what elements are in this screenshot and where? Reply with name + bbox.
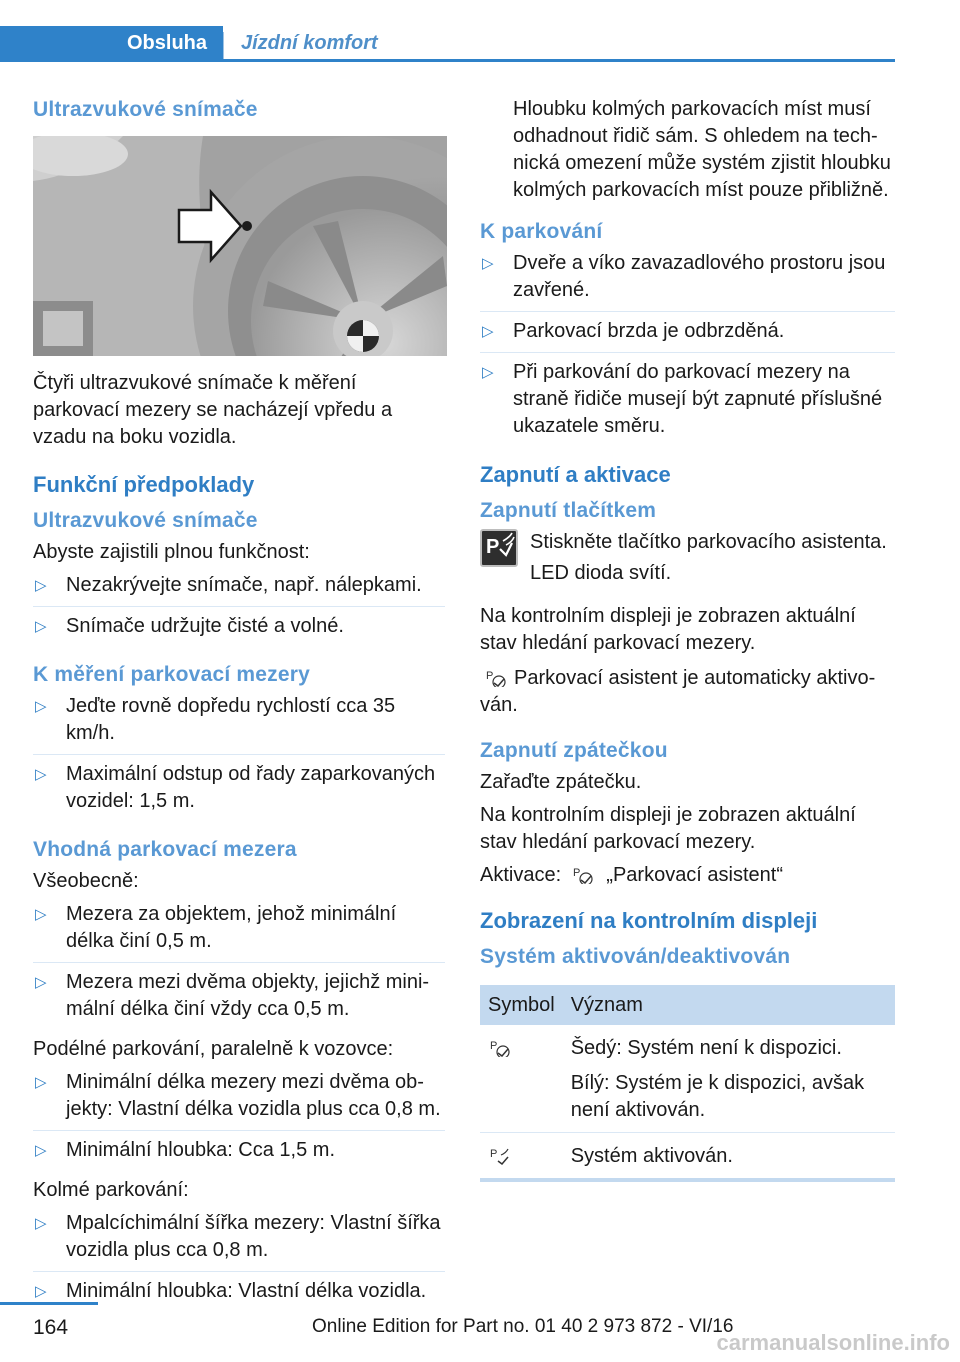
list-item <box>33 969 445 1030</box>
car-wheel-sensor-photo <box>33 136 447 356</box>
list-item <box>33 1137 445 1171</box>
list-arrow-icon: ▷ <box>35 618 47 635</box>
list-arrow-icon: ▷ <box>35 906 47 923</box>
paragraph-parallel: Podélné parkování, paralelně k vozovce: <box>33 1038 394 1060</box>
car-wheel-sensor-illustration <box>33 136 447 356</box>
list-arrow-icon: ▷ <box>35 1283 47 1300</box>
list-arrow-icon: ▷ <box>35 698 47 715</box>
list-item-text: Maximální odstup od řady zaparkovaných vozidel: 1,5 m. <box>66 763 436 812</box>
heading-suitable-space: Vhodná parkovací mezera <box>33 838 297 861</box>
park-assist-symbol-icon <box>484 667 510 687</box>
parallel-list <box>33 1069 445 1171</box>
page-number: 164 <box>33 1316 69 1339</box>
right-column <box>480 96 895 1182</box>
auto-active-text: Parkovací asistent je automaticky aktivován. <box>480 667 876 716</box>
list-item-text: Mezera za objektem, jehož minimální délka činí 0,5 m. <box>66 903 397 952</box>
list-item-text: Parkovací brzda je odbrzděná. <box>513 320 785 342</box>
park-assist-button-icon[interactable] <box>480 529 518 567</box>
heading-display: Zobrazení na kontrolním displeji <box>480 908 818 933</box>
svg-text:P: P <box>486 536 500 558</box>
tab-jizdni-komfort[interactable]: Jízdní komfort <box>241 32 378 54</box>
paragraph-press-button: Stiskněte tlačítko parkovacího asistenta. <box>530 531 887 553</box>
heading-system-state: Systém aktivován/deaktivován <box>480 945 791 968</box>
activation-label: Aktivace: <box>480 864 562 886</box>
list-item-text: Mpalcíchimální šířka mezery: Vlastní šířka vozidla plus cca 0,8 m. <box>66 1212 441 1261</box>
footer-rule <box>0 1302 98 1305</box>
paragraph-depth: Hloubku kolmých parkovacích míst musí odhadnout řidič sám. S ohledem na technická omezení může systém zjistit hloubku kolmých parkovacích míst pouze přibližně. <box>513 98 891 201</box>
meaning-grey: Šedý: Systém není k dispozici. <box>570 1037 842 1059</box>
tab-obsluha[interactable]: Obsluha <box>0 26 223 62</box>
svg-text:P: P <box>572 867 581 879</box>
paragraph-perpendicular: Kolmé parkování: <box>33 1179 189 1201</box>
heading-sensors: Ultrazvukové snímače <box>33 98 258 121</box>
heading-reverse: Zapnutí zpátečkou <box>480 739 668 762</box>
heading-activation: Zapnutí a aktivace <box>480 462 671 487</box>
list-item <box>480 359 895 447</box>
measure-list <box>33 693 445 822</box>
table-header-symbol: Symbol <box>480 985 563 1025</box>
symbol-table <box>480 985 895 1182</box>
list-item <box>33 761 445 822</box>
list-arrow-icon: ▷ <box>35 1215 47 1232</box>
list-item-text: Při parkování do parkovací mezery na straně řidiče musejí být zapnuté příslušné ukazatele směru. <box>513 361 883 437</box>
list-arrow-icon: ▷ <box>35 577 47 594</box>
paragraph-activation <box>480 862 895 889</box>
list-item <box>33 1069 445 1131</box>
table-header-row <box>480 985 895 1025</box>
activation-value: „Parkovací asistent“ <box>606 864 784 886</box>
watermark: carmanualsonline.info <box>716 1330 950 1355</box>
heading-parking: K parkování <box>480 220 603 243</box>
list-item-text: Minimální hloubka: Cca 1,5 m. <box>66 1139 336 1161</box>
list-item <box>33 1210 445 1272</box>
park-assist-symbol-icon <box>488 1037 514 1057</box>
table-cell-symbol <box>480 1133 563 1181</box>
list-item <box>480 250 895 312</box>
heading-button: Zapnutí tlačítkem <box>480 499 657 522</box>
paragraph-engage-reverse: Zařaďte zpátečku. <box>480 771 642 793</box>
list-arrow-icon: ▷ <box>482 364 494 381</box>
sensor-list <box>33 572 445 647</box>
list-item <box>33 693 445 755</box>
list-item <box>33 613 445 647</box>
paragraph-led: LED dioda svítí. <box>530 562 672 584</box>
svg-text:P: P <box>490 1040 498 1052</box>
heading-requirements: Funkční předpoklady <box>33 472 255 497</box>
table-cell-meaning: Systém aktivován. <box>563 1133 895 1181</box>
list-arrow-icon: ▷ <box>35 1142 47 1159</box>
list-item-text: Minimální délka mezery mezi dvěma objekty: Vlastní délka vozidla plus cca 0,8 m. <box>66 1071 441 1120</box>
tab-divider <box>223 32 224 60</box>
table-cell-meaning <box>563 1025 895 1133</box>
edition-note: Online Edition for Part no. 01 40 2 973 872 - VI/16 <box>312 1316 734 1337</box>
list-item-text: Jeďte rovně dopředu rychlostí cca 35 km/h. <box>66 695 396 744</box>
list-item <box>33 901 445 963</box>
list-item-text: Minimální hloubka: Vlastní délka vozidla. <box>66 1280 427 1302</box>
list-item-text: Dveře a víko zavazadlového prostoru jsou zavřené. <box>513 252 886 301</box>
list-item-text: Snímače udržujte čisté a volné. <box>66 615 344 637</box>
table-row <box>480 1025 895 1133</box>
header-rule <box>0 59 895 62</box>
list-item <box>33 572 445 607</box>
list-item-text: Nezakrývejte snímače, např. nálepkami. <box>66 574 422 596</box>
parking-list <box>480 250 895 447</box>
list-item <box>33 1278 445 1312</box>
list-arrow-icon: ▷ <box>35 766 47 783</box>
list-arrow-icon: ▷ <box>482 255 494 272</box>
button-instruction <box>480 529 895 589</box>
paragraph-function: Abyste zajistili plnou funkčnost: <box>33 541 310 563</box>
list-arrow-icon: ▷ <box>35 1074 47 1091</box>
paragraph-sensors-location: Čtyři ultrazvukové snímače k měření parkovací mezery se nacházejí vpředu a vzadu na boku vozidla. <box>33 372 393 448</box>
perpendicular-list <box>33 1210 445 1312</box>
park-assist-symbol-icon <box>571 864 597 884</box>
list-arrow-icon: ▷ <box>35 974 47 991</box>
svg-text:P: P <box>486 670 494 682</box>
heading-sensors-2: Ultrazvukové snímače <box>33 509 258 532</box>
table-row <box>480 1133 895 1181</box>
meaning-white: Bílý: Systém je k dispozici, avšak není aktivován. <box>570 1072 865 1121</box>
general-list <box>33 901 445 1030</box>
paragraph-auto-active <box>480 665 895 719</box>
page-header <box>0 26 895 62</box>
list-item <box>480 318 895 353</box>
heading-measure: K měření parkovací mezery <box>33 663 310 686</box>
svg-text:P: P <box>490 1148 498 1160</box>
park-assist-symbol-icon <box>488 1145 514 1165</box>
table-header-meaning: Význam <box>563 985 895 1025</box>
paragraph-general: Všeobecně: <box>33 870 139 892</box>
table-cell-symbol <box>480 1025 563 1133</box>
left-column <box>33 96 445 1318</box>
paragraph-display-1: Na kontrolním displeji je zobrazen aktuální stav hledání parkovací mezery. <box>480 605 856 654</box>
paragraph-display-2: Na kontrolním displeji je zobrazen aktuální stav hledání parkovací mezery. <box>480 804 856 853</box>
list-arrow-icon: ▷ <box>482 323 494 340</box>
list-item-text: Mezera mezi dvěma objekty, jejichž minimální délka činí vždy cca 0,5 m. <box>66 971 430 1020</box>
